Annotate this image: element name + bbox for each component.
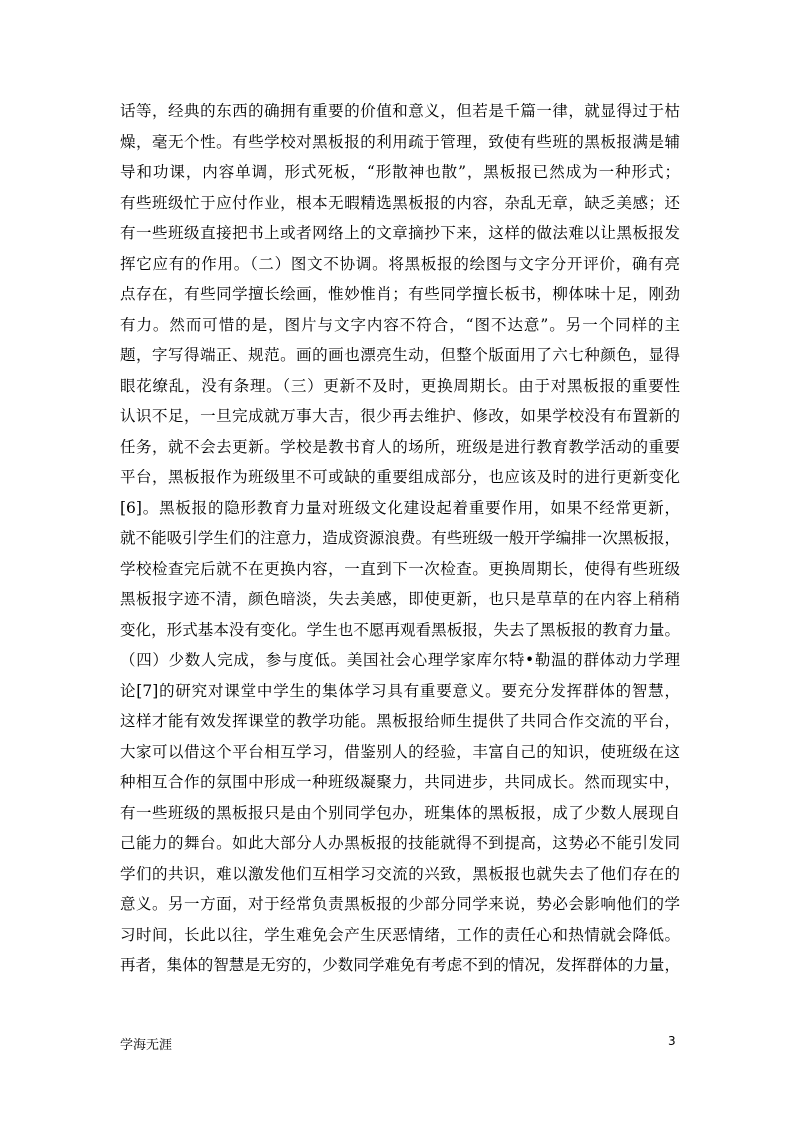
text-line: 平台，黑板报作为班级里不可或缺的重要组成部分，也应该及时的进行更新变化	[120, 468, 680, 486]
text-line: 学校检查完后就不在更换内容，一直到下一次检查。更换周期长，使得有些班级	[120, 559, 680, 578]
text-line: 认识不足，一旦完成就万事大吉，很少再去维护、修改，如果学校没有布置新的	[120, 407, 680, 425]
text-line: 任务，就不会去更新。学校是教书育人的场所，班级是进行教育教学活动的重要	[120, 437, 680, 456]
text-line: 习时间，长此以往，学生难免会产生厌恶情绪，工作的责任心和热情就会降低。	[120, 925, 680, 944]
text-line: 再者，集体的智慧是无穷的，少数同学难免有考虑不到的情况，发挥群体的力量，	[120, 956, 680, 974]
text-line: 变化，形式基本没有变化。学生也不愿再观看黑板报，失去了黑板报的教育力量。	[120, 620, 680, 639]
text-line: 有一些班级直接把书上或者网络上的文章摘抄下来，这样的做法难以让黑板报发	[120, 224, 680, 242]
text-line: 意义。另一方面，对于经常负责黑板报的少部分同学来说，势必会影响他们的学	[120, 895, 680, 913]
text-line: 己能力的舞台。如此大部分人办黑板报的技能就得不到提高，这势必不能引发同	[120, 834, 680, 852]
text-line: 导和功课，内容单调，形式死板，“形散神也散”，黑板报已然成为一种形式；	[120, 163, 680, 181]
text-line: 有一些班级的黑板报只是由个别同学包办，班集体的黑板报，成了少数人展现自	[120, 803, 680, 822]
text-line: 种相互合作的氛围中形成一种班级凝聚力，共同进步，共同成长。然而现实中，	[120, 773, 680, 791]
text-line: 有些班级忙于应付作业，根本无暇精选黑板报的内容，杂乱无章，缺乏美感；还	[120, 193, 680, 212]
text-line: 话等，经典的东西的确拥有重要的价值和意义，但若是千篇一律，就显得过于枯	[120, 102, 680, 120]
text-line: [6]。黑板报的隐形教育力量对班级文化建设起着重要作用，如果不经常更新，	[120, 498, 680, 517]
text-line: 点存在，有些同学擅长绘画，惟妙惟肖；有些同学擅长板书，柳体味十足，刚劲	[120, 285, 680, 303]
text-line: 这样才能有效发挥课堂的教学功能。黑板报给师生提供了共同合作交流的平台，	[120, 712, 680, 730]
text-line: 论[7]的研究对课堂中学生的集体学习具有重要意义。要充分发挥群体的智慧，	[120, 681, 680, 700]
text-line: 大家可以借这个平台相互学习，借鉴别人的经验，丰富自己的知识，使班级在这	[120, 742, 680, 761]
text-line: 学们的共识，难以激发他们互相学习交流的兴致，黑板报也就失去了他们存在的	[120, 864, 680, 883]
page-number: 3	[668, 1034, 676, 1048]
text-line: 黑板报字迹不清，颜色暗淡，失去美感，即使更新，也只是草草的在内容上稍稍	[120, 590, 680, 608]
text-line: 挥它应有的作用。（二）图文不协调。将黑板报的绘图与文字分开评价，确有亮	[120, 254, 680, 273]
text-line: （四）少数人完成，参与度低。美国社会心理学家库尔特•勒温的群体动力学理	[120, 651, 680, 669]
text-line: 题，字写得端正、规范。画的画也漂亮生动，但整个版面用了六七种颜色，显得	[120, 346, 680, 364]
text-line: 就不能吸引学生们的注意力，造成资源浪费。有些班级一般开学编排一次黑板报，	[120, 529, 680, 547]
text-line: 有力。然而可惜的是，图片与文字内容不符合，“图不达意”。另一个同样的主	[120, 315, 680, 334]
text-line: 眼花缭乱，没有条理。（三）更新不及时，更换周期长。由于对黑板报的重要性	[120, 376, 680, 395]
text-line: 燥，毫无个性。有些学校对黑板报的利用疏于管理，致使有些班的黑板报满是辅	[120, 132, 680, 151]
body-paragraph	[120, 96, 680, 981]
footer-motto: 学海无涯	[120, 1038, 173, 1053]
